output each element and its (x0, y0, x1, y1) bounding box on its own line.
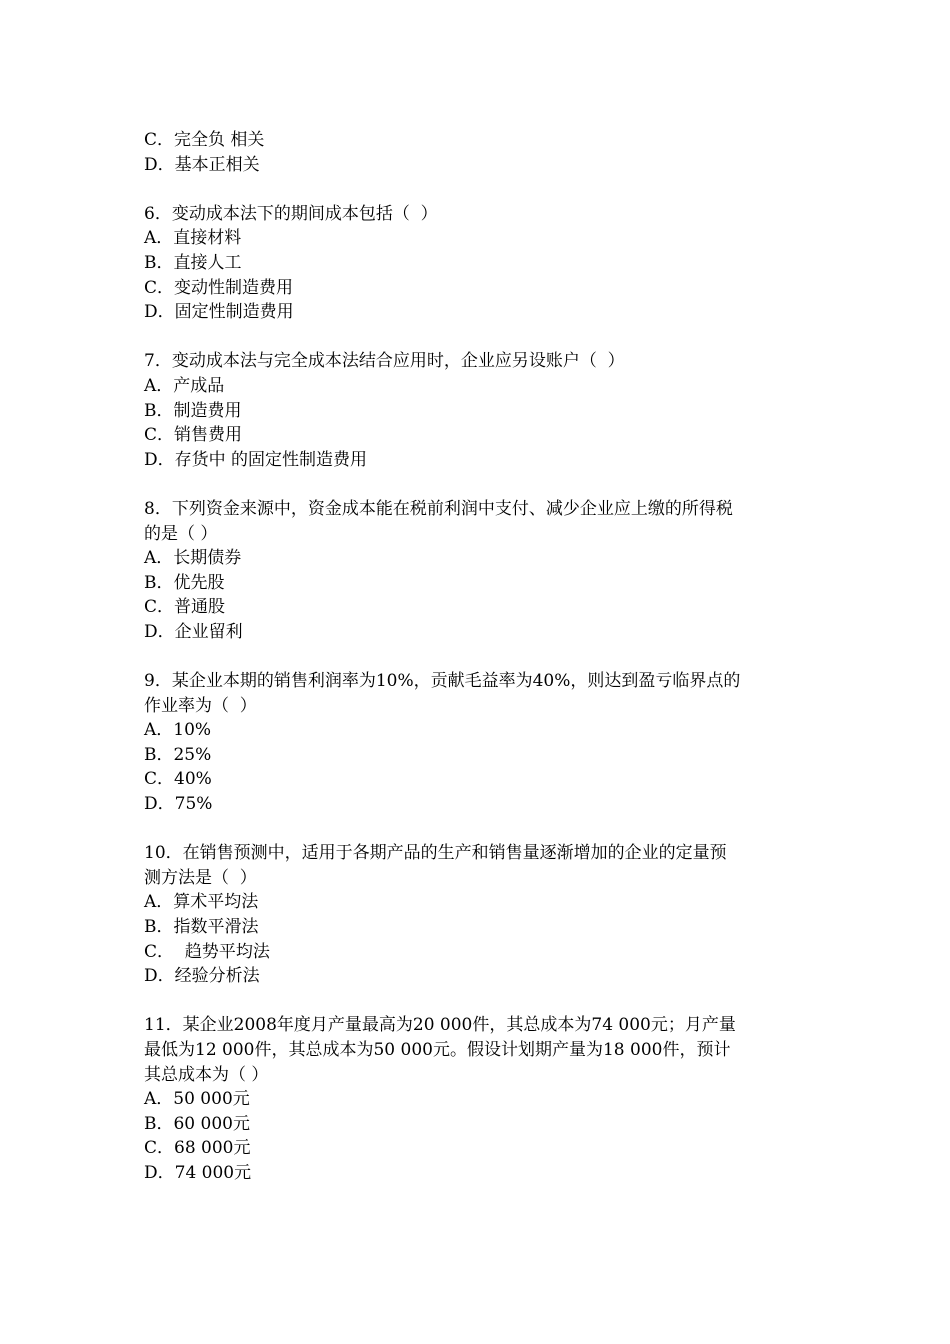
option-line: A．直接材料 (144, 228, 242, 249)
question-stem-line: 最低为12 000件，其总成本为50 000元。假设计划期产量为18 000件，预计 (144, 1039, 731, 1060)
question-5-options (144, 128, 814, 177)
option-line: C．变动性制造费用 (144, 277, 294, 298)
option-line: C．68 000元 (144, 1138, 251, 1159)
question-11 (144, 1013, 814, 1185)
option-line: D．75% (144, 794, 213, 815)
option-line: A．算术平均法 (144, 892, 259, 913)
question-6 (144, 202, 814, 325)
question-stem-line: 8．下列资金来源中，资金成本能在税前利润中支付、减少企业应上缴的所得税 (144, 498, 733, 519)
option-line: C．40% (144, 769, 212, 790)
question-10 (144, 841, 814, 989)
option-line: D．存货中 的固定性制造费用 (144, 449, 368, 470)
question-stem-line: 其总成本为（ ） (144, 1064, 269, 1085)
option-line: D．经验分析法 (144, 966, 260, 987)
option-line: D．企业留利 (144, 621, 243, 642)
question-stem: 6．变动成本法下的期间成本包括（ ） (144, 203, 438, 224)
question-9 (144, 669, 814, 817)
question-8 (144, 497, 814, 645)
option-line: D．固定性制造费用 (144, 302, 294, 323)
option-line: A．产成品 (144, 375, 225, 396)
option-line: C．普通股 (144, 597, 226, 618)
option-line: D．74 000元 (144, 1162, 252, 1183)
option-line: B．直接人工 (144, 252, 242, 273)
question-7 (144, 349, 814, 472)
question-stem-line: 测方法是（ ） (144, 867, 257, 888)
option-line: A．长期债券 (144, 548, 242, 569)
question-stem-line: 9．某企业本期的销售利润率为10%，贡献毛益率为40%，则达到盈亏临界点的 (144, 671, 741, 692)
question-list (144, 128, 814, 1210)
option-line: B．制造费用 (144, 400, 242, 421)
option-line: B．指数平滑法 (144, 917, 259, 937)
option-line: B．优先股 (144, 572, 225, 593)
question-stem-line: 作业率为（ ） (144, 695, 257, 716)
option-line: C．销售费用 (144, 425, 243, 446)
option-line: B．25% (144, 744, 212, 765)
question-stem-line: 11．某企业2008年度月产量最高为20 000件，其总成本为74 000元；月产量 (144, 1015, 736, 1036)
option-line: C．完全负 相关 (144, 130, 265, 150)
question-stem: 7．变动成本法与完全成本法结合应用时，企业应另设账户（ ） (144, 351, 625, 372)
option-line: B．60 000元 (144, 1113, 250, 1134)
question-stem-line: 10．在销售预测中，适用于各期产品的生产和销售量逐渐增加的企业的定量预 (144, 843, 727, 864)
option-line: C． 趋势平均法 (144, 941, 270, 962)
option-line: D．基本正相关 (144, 154, 260, 175)
question-stem-line: 的是（ ） (144, 523, 218, 544)
option-line: A．10% (144, 720, 212, 741)
option-line: A．50 000元 (144, 1089, 250, 1110)
